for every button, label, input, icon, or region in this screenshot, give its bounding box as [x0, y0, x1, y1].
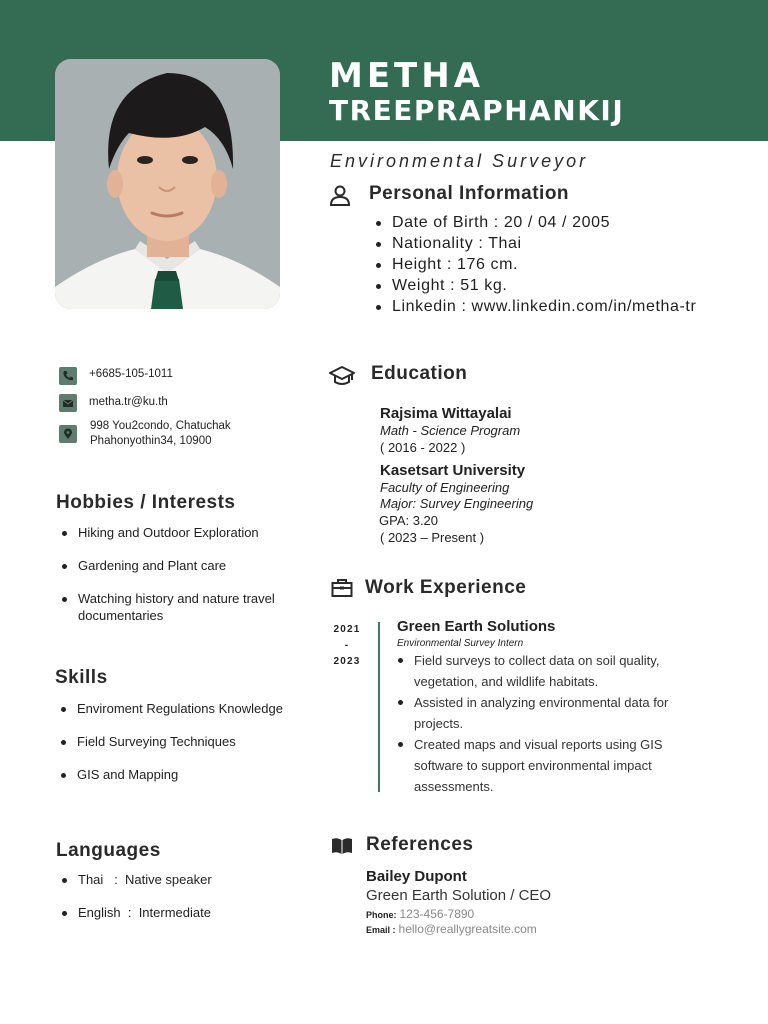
- reference-phone: [366, 907, 474, 921]
- email-label: Email :: [366, 925, 396, 935]
- work-company: Green Earth Solutions: [397, 618, 556, 635]
- list-item: Weight : 51 kg.: [374, 275, 696, 296]
- skills-title: Skills: [55, 667, 108, 688]
- list-item: Field surveys to collect data on soil quality, vegetation, and wildlife habitats.: [396, 650, 696, 692]
- school-program: Math - Science Program: [380, 423, 521, 438]
- list-item: Nationality : Thai: [374, 233, 696, 254]
- year-end: 2023: [333, 656, 361, 667]
- list-item: GIS and Mapping: [59, 766, 283, 783]
- address-line-2: Phahonyothin34, 10900: [90, 435, 212, 447]
- list-item: Enviroment Regulations Knowledge: [59, 700, 283, 717]
- list-item: Date of Birth : 20 / 04 / 2005: [374, 212, 696, 233]
- timeline-line: [378, 622, 380, 792]
- briefcase-icon: [331, 577, 355, 601]
- school-period: ( 2023 – Present ): [380, 530, 485, 545]
- list-item: Assisted in analyzing environmental data for projects.: [396, 692, 696, 734]
- phone-label: Phone:: [366, 910, 397, 920]
- list-item: Watching history and nature travel documentaries: [60, 590, 310, 624]
- open-book-icon: [331, 836, 355, 860]
- reference-position: Green Earth Solution / CEO: [366, 887, 552, 904]
- address-line-1: 998 You2condo, Chatuchak: [90, 420, 231, 432]
- reference-email-link[interactable]: hello@reallygreatsite.com: [398, 922, 537, 936]
- graduation-cap-icon: [329, 364, 353, 388]
- education-entry-1: [380, 405, 520, 456]
- year-start: 2021: [333, 624, 361, 635]
- school-period: ( 2016 - 2022 ): [380, 440, 466, 455]
- list-item: English : Intermediate: [60, 904, 212, 921]
- education-entry-2: [380, 462, 533, 546]
- work-title: Work Experience: [365, 577, 527, 598]
- reference-phone-value: 123-456-7890: [399, 907, 475, 921]
- last-name: TREEPRAPHANKIJ: [329, 94, 625, 127]
- skills-list: [59, 700, 283, 799]
- work-role: Environmental Survey Intern: [397, 638, 524, 649]
- year-separator: -: [344, 640, 350, 651]
- list-item: Thai : Native speaker: [60, 871, 212, 888]
- list-item: Field Surveying Techniques: [59, 733, 283, 750]
- school-gpa: GPA: 3.20: [379, 513, 439, 528]
- phone-text: +6685-105-1011: [89, 368, 173, 380]
- list-item: Created maps and visual reports using GIS software to support environmental impact assessments.: [396, 734, 696, 797]
- profile-photo: [55, 59, 280, 309]
- references-title: References: [366, 834, 474, 855]
- user-icon: [328, 184, 352, 208]
- personal-info-title: Personal Information: [369, 183, 570, 204]
- mail-icon: [59, 394, 77, 412]
- personal-info-list: [374, 212, 696, 317]
- work-duties-list: [396, 650, 696, 797]
- list-item: Hiking and Outdoor Exploration: [60, 524, 310, 541]
- list-item: Height : 176 cm.: [374, 254, 696, 275]
- location-pin-icon: [59, 425, 77, 443]
- school-faculty: Faculty of Engineering: [380, 480, 510, 495]
- languages-title: Languages: [56, 840, 161, 861]
- school-major: Major: Survey Engineering: [380, 496, 534, 511]
- hobbies-title: Hobbies / Interests: [56, 492, 236, 513]
- linkedin-link[interactable]: Linkedin : www.linkedin.com/in/metha-tr: [374, 296, 696, 317]
- email-link[interactable]: metha.tr@ku.th: [89, 396, 168, 408]
- languages-list: [60, 871, 212, 937]
- job-title: Environmental Surveyor: [330, 151, 589, 171]
- education-title: Education: [371, 363, 468, 384]
- school-name: Kasetsart University: [380, 462, 526, 479]
- school-name: Rajsima Wittayalai: [380, 405, 512, 422]
- reference-email: [366, 922, 537, 936]
- first-name: METHA: [329, 56, 485, 96]
- work-years: [333, 622, 361, 670]
- hobbies-list: [60, 524, 310, 640]
- phone-icon: [59, 367, 77, 385]
- list-item: Gardening and Plant care: [60, 557, 310, 574]
- reference-name: Bailey Dupont: [366, 868, 467, 885]
